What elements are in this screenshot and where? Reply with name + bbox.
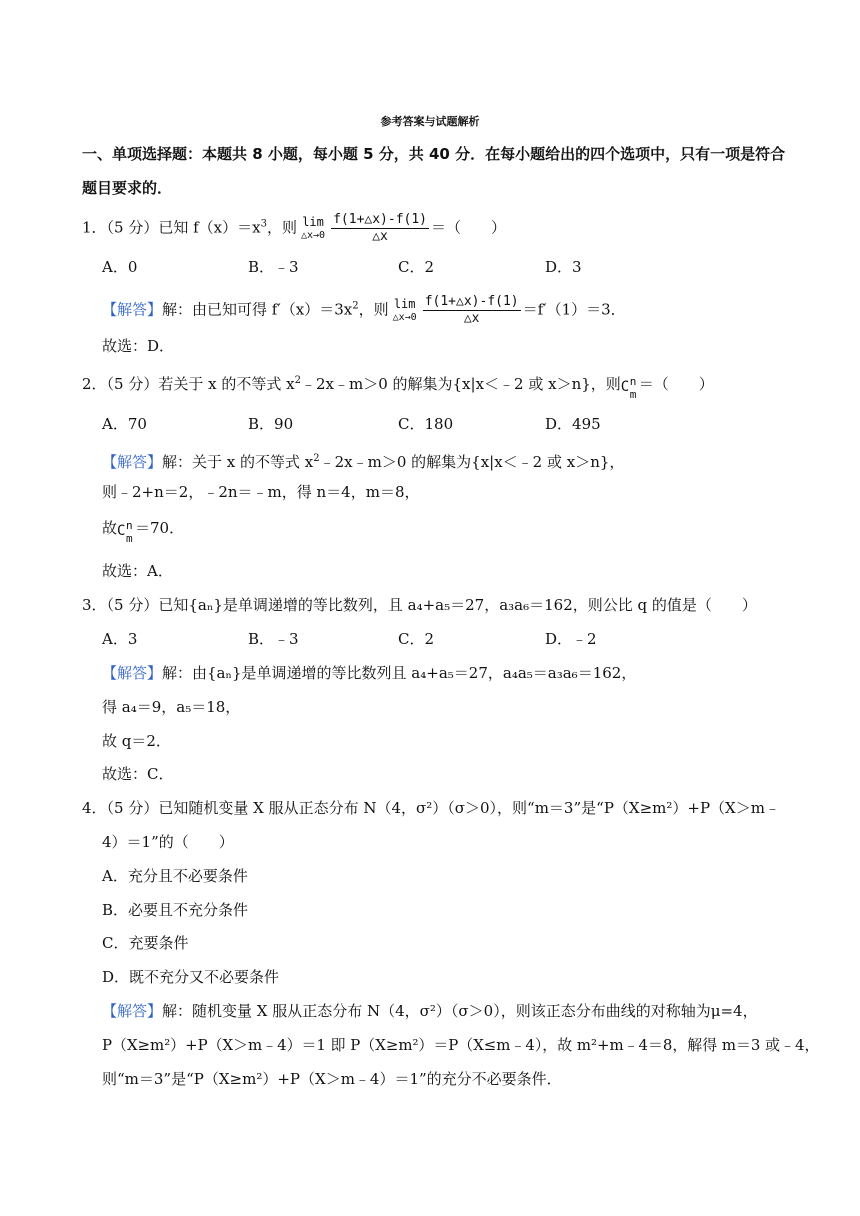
q1-stem-mid: ，则 (266, 218, 297, 237)
q1-stem-pre: 1．（5 分）已知 f（x）＝x (82, 218, 261, 237)
q2-solution-line2: 则﹣2+n＝2，﹣2n＝﹣m，得 n＝4，m＝8， (102, 483, 420, 501)
q2-comb-m: m (629, 388, 637, 401)
q2-stem-end: ＝（ ） (638, 375, 714, 393)
q1-stem-post: ＝（ ） (431, 218, 507, 237)
section-heading-line2: 题目要求的． (82, 179, 173, 197)
q2-option-b: B．90 (248, 415, 294, 433)
q2-comb-c: C (620, 379, 630, 395)
q3-solution-line3: 故 q＝2． (102, 732, 171, 750)
q1-option-c: C．2 (398, 258, 435, 276)
section-heading-line1: 一、单项选择题：本题共 8 小题，每小题 5 分，共 40 分．在每小题给出的四个选项中，只有一项是符合 (82, 145, 786, 163)
q1-lim-top: lim (302, 214, 324, 229)
q2-sol-combination (117, 519, 135, 545)
q4-solution-line2: P（X≥m²）+P（X＞m﹣4）＝1 即 P（X≥m²）＝P（X≤m﹣4），故 m²+m﹣4＝8，解得 m＝3 或﹣4， (102, 1036, 820, 1054)
q4-stem-line1: 4．（5 分）已知随机变量 X 服从正态分布 N（4，σ²）（σ＞0），则“m＝3”是“P（X≥m²）+P（X＞m﹣ (82, 799, 780, 817)
q1-answer-tag: 【解答】 (102, 300, 163, 319)
q1-stem-sup: 3 (260, 218, 267, 230)
q1-sol-sup: 2 (352, 300, 359, 312)
q1-sol-post: ＝f′（1）＝3． (522, 300, 626, 319)
q2-stem-b: ﹣2x﹣m＞0 的解集为{x|x＜﹣2 或 x＞n}，则 (300, 375, 621, 393)
q1-sol-pre: 解：由已知可得 f′（x）＝3x (162, 300, 353, 319)
page-title: 参考答案与试题解析 (380, 115, 480, 128)
q2-stem-a: 2．（5 分）若关于 x 的不等式 x (82, 375, 295, 393)
q3-solution-line2: 得 a₄＝9，a₅＝18， (102, 698, 241, 716)
q1-sol-frac-den: △x (423, 310, 521, 327)
q4-option-c: C．充要条件 (102, 934, 189, 952)
q2-comb-n: n (629, 375, 637, 388)
q2-sol-comb-m: m (126, 532, 133, 545)
q1-sol-frac-num: f(1+△x)-f(1) (424, 294, 519, 309)
q1-sol-lim-bottom: △x→0 (392, 311, 417, 323)
q2-sol-comb-c: C (117, 523, 126, 539)
q2-choice: 故选：A． (102, 562, 173, 580)
q2-sol3-pre: 故 (102, 519, 118, 537)
q4-solution-line3: 则“m＝3”是“P（X≥m²）+P（X＞m﹣4）＝1”的充分不必要条件． (102, 1070, 562, 1088)
q1-option-b: B．﹣3 (248, 258, 299, 276)
q1-lim-bottom: △x→0 (301, 229, 326, 241)
q2-combination (620, 375, 639, 401)
q1-stem (82, 212, 506, 245)
q4-answer-tag: 【解答】 (102, 1002, 163, 1020)
q4-stem-line2: 4）＝1”的（ ） (102, 833, 234, 851)
q2-answer-tag: 【解答】 (102, 453, 163, 471)
q2-option-a: A．70 (102, 415, 147, 433)
q4-sol1: 解：随机变量 X 服从正态分布 N（4，σ²）（σ＞0），则该正态分布曲线的对称轴为μ=4， (162, 1002, 758, 1020)
q4-option-d: D．既不充分又不必要条件 (102, 968, 280, 986)
q4-solution-line1 (102, 1001, 758, 1021)
q4-option-b: B．必要且不充分条件 (102, 901, 249, 919)
q2-stem (82, 371, 714, 401)
q2-option-d: D．495 (545, 415, 601, 433)
q1-fraction (331, 212, 429, 245)
q3-option-b: B．﹣3 (248, 630, 299, 648)
q2-sol1-sup: 2 (313, 453, 320, 464)
q1-choice: 故选：D． (102, 337, 175, 355)
q3-option-a: A．3 (102, 630, 138, 648)
q2-solution-line3 (102, 518, 185, 545)
q1-limit (301, 216, 325, 242)
q3-option-c: C．2 (398, 630, 435, 648)
q3-solution-line1 (102, 663, 636, 683)
q3-stem: 3．（5 分）已知{aₙ}是单调递增的等比数列，且 a₄+a₅＝27，a₃a₆＝162，则公比 q 的值是（ ） (82, 596, 757, 614)
q2-sol1-b: ﹣2x﹣m＞0 的解集为{x|x＜﹣2 或 x＞n}， (319, 453, 625, 471)
q4-option-a: A．充分且不必要条件 (102, 867, 248, 885)
q2-sol-comb-n: n (126, 519, 133, 532)
q2-solution-line1 (102, 449, 624, 472)
q1-sol-lim-top: lim (393, 296, 416, 311)
q3-choice: 故选：C． (102, 765, 174, 783)
q1-solution (102, 294, 626, 327)
q1-option-a: A．0 (102, 258, 138, 276)
q2-sol1-a: 解：关于 x 的不等式 x (162, 453, 314, 471)
q2-stem-sup: 2 (294, 375, 301, 386)
q3-option-d: D．﹣2 (545, 630, 597, 648)
q2-sol3-post: ＝70． (135, 519, 185, 537)
q1-frac-num: f(1+△x)-f(1) (333, 212, 428, 227)
q3-sol1: 解：由{aₙ}是单调递增的等比数列且 a₄+a₅＝27，a₄a₅＝a₃a₆＝162， (162, 664, 637, 682)
q2-option-c: C．180 (398, 415, 454, 433)
q1-sol-limit (393, 298, 417, 324)
q1-sol-mid: ，则 (358, 300, 389, 319)
q3-answer-tag: 【解答】 (102, 664, 163, 682)
q1-sol-fraction (423, 294, 521, 327)
q1-frac-den: △x (331, 228, 429, 245)
q1-option-d: D．3 (545, 258, 582, 276)
